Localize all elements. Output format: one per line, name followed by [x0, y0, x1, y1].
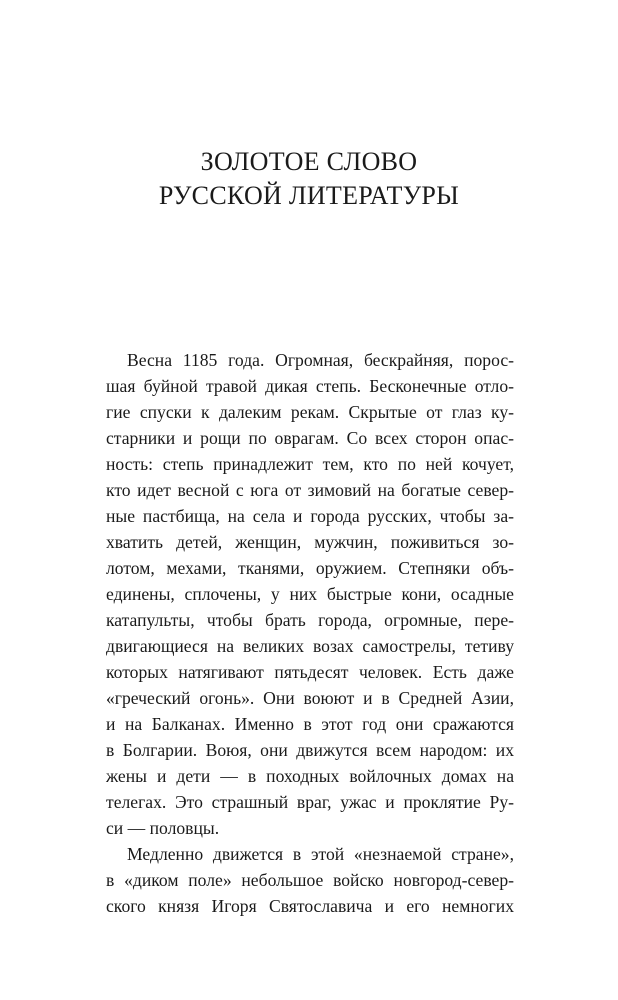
text-line: лотом, мехами, тканями, оружием. Степняки объ- [106, 558, 514, 578]
text-line: двигающиеся на великих возах самострелы, тетиву [106, 636, 514, 656]
paragraph-2 [106, 841, 514, 919]
text-line: Весна 1185 года. Огромная, бескрайняя, порос- [127, 350, 514, 370]
text-line: «греческий огонь». Они воюют и в Средней Азии, [106, 688, 514, 708]
text-line: си — половцы. [106, 818, 220, 838]
text-line: ского князя Игоря Святославича и его немногих [106, 896, 514, 916]
text-line: гие спуски к далеким рекам. Скрытые от глаз ку- [106, 402, 514, 422]
text-line: телегах. Это страшный враг, ужас и проклятие Ру- [106, 792, 514, 812]
text-line: хватить детей, женщин, мужчин, поживиться зо- [106, 532, 514, 552]
chapter-title-line-2: РУССКОЙ ЛИТЕРАТУРЫ [158, 181, 460, 210]
text-line: ные пастбища, на села и города русских, чтобы за- [106, 506, 514, 526]
text-line: Медленно движется в этой «незнаемой стране», [127, 844, 514, 864]
text-line: и на Балканах. Именно в этот год они сражаются [106, 714, 514, 734]
text-line: кто идет весной с юга от зимовий на богатые север- [106, 480, 514, 500]
text-line: старники и рощи по оврагам. Со всех сторон опас- [106, 428, 514, 448]
chapter-title [0, 145, 618, 213]
text-line: в «диком поле» небольшое войско новгород-север- [106, 870, 514, 890]
text-line: которых натягивают пятьдесят человек. Есть даже [106, 662, 514, 682]
text-line: шая буйной травой дикая степь. Бесконечные отло- [106, 376, 514, 396]
text-line: жены и дети — в походных войлочных домах на [106, 766, 514, 786]
text-line: единены, сплочены, у них быстрые кони, осадные [106, 584, 514, 604]
text-line: ность: степь принадлежит тем, кто по ней кочует, [106, 454, 514, 474]
body-text [106, 347, 514, 919]
text-line: в Болгарии. Воюя, они движутся всем народом: их [106, 740, 514, 760]
chapter-title-line-1: ЗОЛОТОЕ СЛОВО [200, 147, 418, 176]
text-line: катапульты, чтобы брать города, огромные, пере- [106, 610, 514, 630]
paragraph-1 [106, 347, 514, 841]
